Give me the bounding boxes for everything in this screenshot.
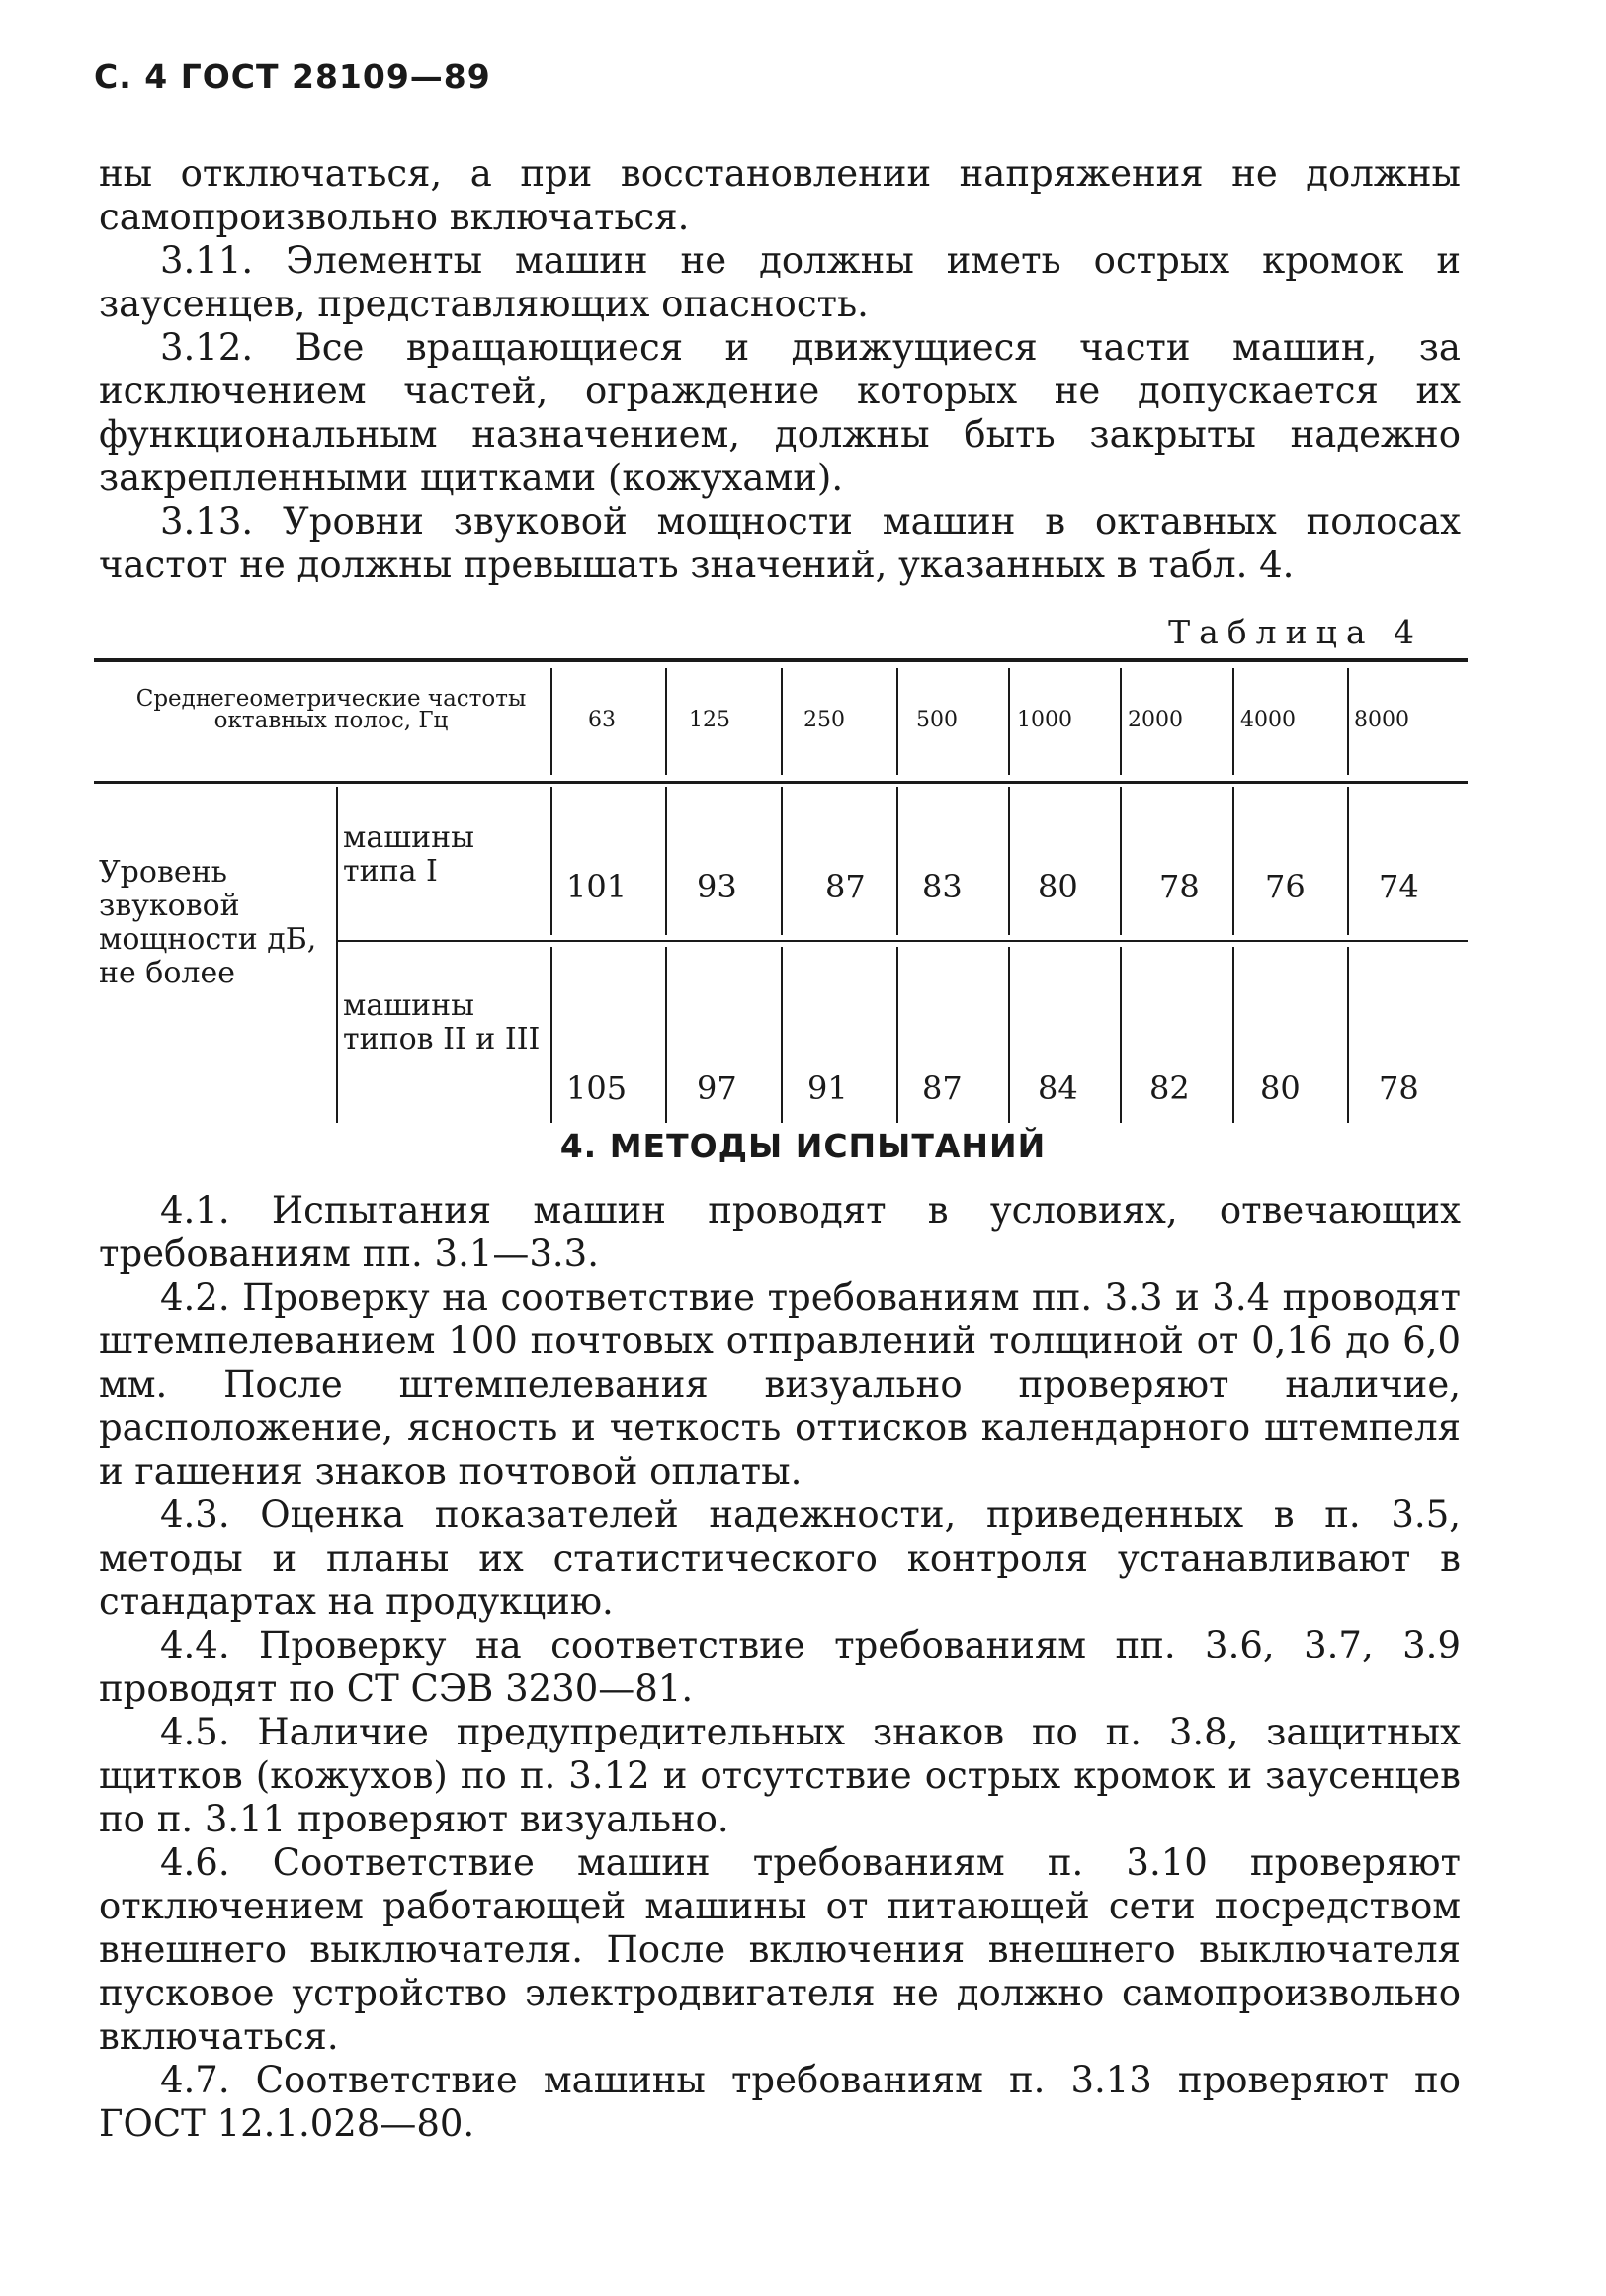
table-cell: 93 [697,868,737,905]
section-title: 4. МЕТОДЫ ИСПЫТАНИЙ [559,1127,1047,1165]
table-header-cell: 125 [689,708,730,732]
intro-text [99,152,1461,587]
table-cell: 105 [566,1069,628,1107]
paragraph: 4.3. Оценка показателей надежности, приведенных в п. 3.5, методы и планы их статистического контроля устанавливают в стандартах на продукцию. [99,1493,1461,1623]
paragraph: 4.6. Соответствие машин требованиям п. 3.10 проверяют отключением работающей машины от питающей сети посредством внешнего выключателя. После включения внешнего выключателя пусковое устройство электродвигателя не должно самопроизвольно включаться. [99,1841,1461,2058]
table-col-rule [1120,668,1122,775]
table-col-rule [896,787,898,935]
table-cell: 74 [1379,868,1419,905]
table-col-rule [550,787,552,935]
table-col-rule [1120,947,1122,1123]
table-group-label: Уровень звуковой мощности дБ, не более [99,855,317,990]
table-col-rule [781,668,783,775]
table-cell: 78 [1379,1069,1419,1107]
table-cell: 87 [825,868,866,905]
table-header-rule [94,781,1468,784]
table-row-label: машины типов II и III [343,988,541,1057]
paragraph: 4.7. Соответствие машины требованиям п. 3.13 проверяют по ГОСТ 12.1.028—80. [99,2059,1461,2145]
table-col-rule [896,947,898,1123]
table-header-cell: 250 [803,708,845,732]
table-header-cell: 1000 [1017,708,1072,732]
table-caption: Таблица 4 [1168,613,1423,651]
table-col-rule [665,668,667,775]
table-col-rule [550,668,552,775]
table-header-cell: 4000 [1240,708,1296,732]
table-cell: 84 [1038,1069,1078,1107]
table-col-rule [1120,787,1122,935]
paragraph: 4.1. Испытания машин проводят в условиях, отвечающих требованиям пп. 3.1—3.3. [99,1189,1461,1275]
table-cell: 80 [1260,1069,1301,1107]
table-cell: 97 [697,1069,737,1107]
table-col-rule [1347,787,1349,935]
table-col-rule [781,787,783,935]
table-col-rule [1008,668,1010,775]
table-col-rule [1232,947,1234,1123]
table-col-rule [1347,668,1349,775]
table-header-cell: 500 [916,708,958,732]
table-header-label: Среднегеометрические частоты октавных полос, Гц [135,686,527,733]
table-row-divider [336,940,1468,942]
paragraph: 4.4. Проверку на соответствие требованиям пп. 3.6, 3.7, 3.9 проводят по СТ СЭВ 3230—81. [99,1624,1461,1710]
table-col-rule [896,668,898,775]
paragraph: 3.13. Уровни звуковой мощности машин в октавных полосах частот не должны превышать значений, указанных в табл. 4. [99,500,1461,586]
table-header-cell: 2000 [1128,708,1183,732]
table-col-rule [1232,668,1234,775]
paragraph: 4.5. Наличие предупредительных знаков по п. 3.8, защитных щитков (кожухов) по п. 3.12 и отсутствие острых кромок и заусенцев по п. 3.11 проверяют визуально. [99,1711,1461,1840]
table-col-rule [550,947,552,1123]
table-col-rule [1008,947,1010,1123]
table-col-rule [1347,947,1349,1123]
table-cell: 76 [1265,868,1306,905]
table-cell: 80 [1038,868,1078,905]
table-cell: 101 [566,868,628,905]
paragraph: 3.12. Все вращающиеся и движущиеся части машин, за исключением частей, ограждение которых не допускается их функциональным назначением, должны быть закрыты надежно закрепленными щитками (кожухами). [99,326,1461,499]
table-col-rule [1232,787,1234,935]
table-cell: 87 [922,1069,963,1107]
table-col-rule [665,947,667,1123]
table-col-rule [1008,787,1010,935]
table-top-rule [94,658,1468,662]
paragraph: ны отключаться, а при восстановлении напряжения не должны самопроизвольно включаться. [99,152,1461,238]
section-4-text [99,1189,1461,2146]
table-col-rule [336,787,338,1123]
table-header-cell: 63 [588,708,616,732]
table-cell: 83 [922,868,963,905]
table-cell: 78 [1159,868,1200,905]
table-col-rule [665,787,667,935]
table-row-label: машины типа I [343,820,474,889]
table-header-cell: 8000 [1354,708,1409,732]
sound-power-table [94,658,1468,1123]
paragraph: 3.11. Элементы машин не должны иметь острых кромок и заусенцев, представляющих опасность. [99,239,1461,325]
table-cell: 91 [807,1069,848,1107]
paragraph: 4.2. Проверку на соответствие требованиям пп. 3.3 и 3.4 проводят штемпелеванием 100 почтовых отправлений толщиной от 0,16 до 6,0 мм. После штемпелевания визуально проверяют наличие, расположение, ясность и четкость оттисков календарного штемпеля и гашения знаков почтовой оплаты. [99,1276,1461,1492]
table-col-rule [781,947,783,1123]
page-header: С. 4 ГОСТ 28109—89 [94,57,491,96]
table-cell: 82 [1149,1069,1190,1107]
